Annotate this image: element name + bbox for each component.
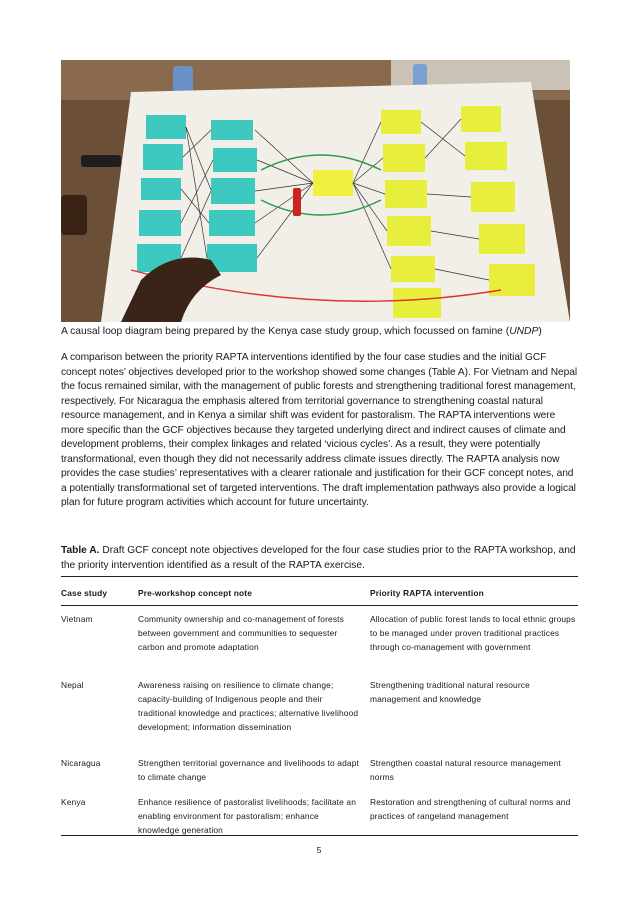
caption-source: UNDP: [509, 326, 539, 337]
table-row-nepal-case: Nepal: [61, 680, 84, 690]
table-row-nepal-concept: Awareness raising on resilience to climate change; capacity-building of Indigenous people and their traditional knowledge and practices; alternative livelihood development; information dissemination: [138, 680, 359, 732]
table-row-nicaragua-case: Nicaragua: [61, 758, 101, 768]
famine-sticky: [313, 170, 353, 196]
table-row-vietnam-case: Vietnam: [61, 614, 93, 624]
workshop-photo: [61, 60, 570, 322]
table-row-vietnam-intervention: Allocation of public forest lands to local ethnic groups to be managed under proven traditional practices through co-management with government: [370, 614, 576, 652]
table-title: [61, 544, 581, 573]
body-paragraph: A comparison between the priority RAPTA interventions identified by the four case studies and the initial GCF concept notes’ objectives developed prior to the workshop showed some changes (Table A). For Vietnam and Nepal the focus remained similar, with the management of public forests and strengthening traditional forest management, respectively. For Nicaragua the emphasis altered from territorial governance to strengthening coastal natural resource management, and in Kenya a similar shift was evident for pastoralism. The RAPTA interventions were more specific than the GCF objectives because they targeted underlying direct and indirect causes of climate and development problems, their complex linkages and related ‘vicious cycles’. As a result, they were potentially transformational, even though they did not necessarily address climate issues directly. The RAPTA analysis now provides the case studies’ representatives with a clearer rationale and justification for their GCF concept notes, and a potentially transformational set of targeted interventions. The draft implementation pathways also provide a logical plan for future program activities which account for future uncertainty.: [61, 352, 578, 508]
photo-caption: [61, 325, 581, 339]
header-case-study: Case study: [61, 588, 108, 598]
cup-icon: [61, 195, 87, 235]
table-row-nicaragua-intervention: Strengthen coastal natural resource management norms: [370, 758, 561, 782]
table-row-kenya-intervention: Restoration and strengthening of cultural norms and practices of rangeland management: [370, 797, 571, 821]
phone-icon: [81, 155, 121, 167]
header-pre-workshop: Pre-workshop concept note: [138, 588, 253, 598]
table-header-rule: [61, 605, 578, 606]
marker-icon: [293, 188, 301, 216]
table-row-nicaragua-concept: Strengthen territorial governance and livelihoods to adapt to climate change: [138, 758, 360, 782]
table-row-vietnam-concept: Community ownership and co-management of forests between government and communities to sequester carbon and promote adaptation: [138, 614, 344, 652]
bottle-icon: [413, 64, 427, 88]
table-top-rule: [61, 576, 578, 577]
table-row-kenya-case: Kenya: [61, 797, 86, 807]
table-row-nepal-intervention: Strengthening traditional natural resource management and knowledge: [370, 680, 530, 704]
table-row-kenya-concept: Enhance resilience of pastoralist livelihoods; facilitate an enabling environment for pastoralism; enhance knowledge generation: [138, 797, 357, 835]
table-label: Table A.: [61, 545, 100, 556]
causal-loop-photo-illustration: [61, 60, 570, 322]
caption-close: ): [538, 326, 542, 337]
table-caption: Draft GCF concept note objectives developed for the four case studies prior to the RAPTA workshop, and the priority intervention identified as a result of the RAPTA exercise.: [61, 545, 576, 571]
caption-text: A causal loop diagram being prepared by the Kenya case study group, which focussed on famine (: [61, 326, 510, 337]
header-priority-rapta: Priority RAPTA intervention: [370, 588, 484, 598]
page-number: 5: [316, 845, 322, 855]
